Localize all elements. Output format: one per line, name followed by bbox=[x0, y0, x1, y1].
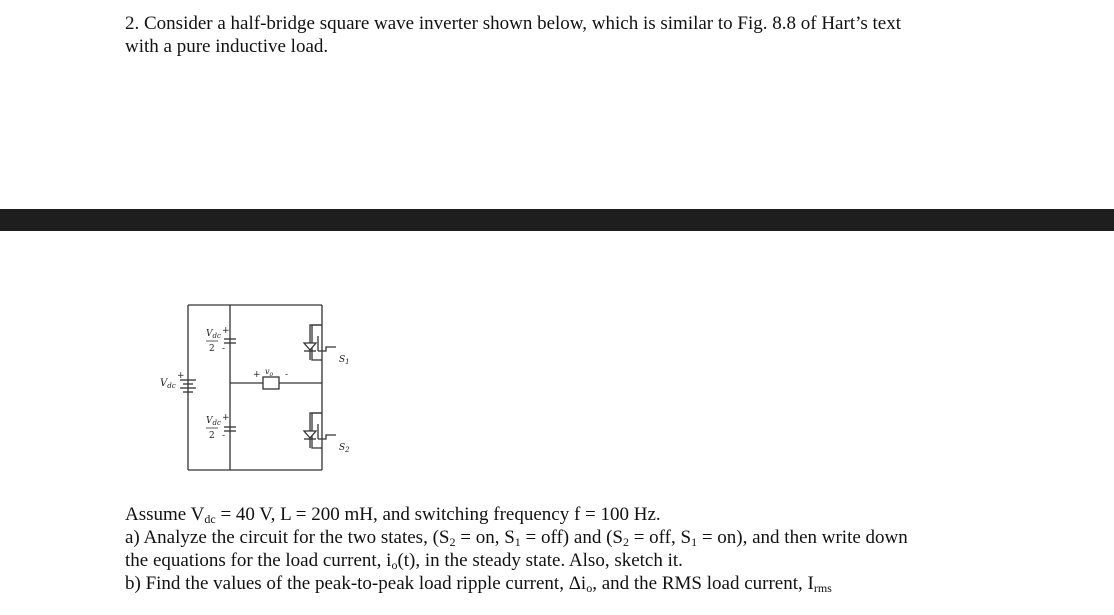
half-bridge-circuit-diagram bbox=[150, 300, 380, 480]
upper-half-vdc-den: 2 bbox=[209, 344, 215, 354]
lower-cap-plus: + bbox=[222, 413, 230, 423]
inductor-load-box bbox=[263, 377, 279, 389]
lower-half-vdc-den: 2 bbox=[209, 431, 215, 441]
vo-label: $v_o$ bbox=[265, 367, 274, 378]
problem-body bbox=[125, 503, 908, 595]
s2-gate-lead bbox=[318, 435, 336, 439]
problem-intro bbox=[125, 12, 901, 58]
s1-gate-lead bbox=[318, 347, 336, 351]
part-a-line-1: a) Analyze the circuit for the two states, ($S_2$ = on, $S_1 = off$) and ($S_2$ = off, $S_1 = on$), and then write down bbox=[125, 527, 908, 549]
lower-cap-minus: - bbox=[222, 431, 226, 441]
intro-line-2: with a pure inductive load. bbox=[125, 36, 329, 57]
dark-divider-band bbox=[0, 209, 1114, 231]
intro-line-1: 2. Consider a half-bridge square wave inverter shown below, which is similar to Fig. 8.8 of Hart’s text bbox=[125, 13, 902, 34]
assume-line: Assume $V_{dc} = 40$ V, L = 200 mH, and switching frequency f = 100 Hz. bbox=[125, 504, 661, 526]
vdc-label: $V_{dc}$ bbox=[160, 378, 176, 390]
vo-plus: + bbox=[253, 370, 261, 380]
part-a-line-2: the equations for the load current, $i_o(t)$, in the steady state. Also, sketch it. bbox=[125, 550, 683, 572]
s1-diode-triangle bbox=[304, 343, 316, 350]
part-b-line: b) Find the values of the peak-to-peak load ripple current, $\Delta i_o$, and the RMS load current, $I_{rms}$ bbox=[125, 573, 832, 595]
upper-cap-minus: - bbox=[222, 344, 226, 354]
s2-label: $S_2$ bbox=[339, 443, 350, 454]
s1-label: $S_1$ bbox=[339, 355, 350, 366]
upper-half-vdc-num: $V_{dc}$ bbox=[206, 329, 221, 340]
vdc-plus: + bbox=[177, 371, 185, 381]
upper-cap-plus: + bbox=[222, 326, 230, 336]
vo-minus: - bbox=[285, 370, 289, 380]
s1-drain-wire bbox=[312, 325, 322, 337]
circuit-svg bbox=[150, 300, 380, 480]
s2-diode-triangle bbox=[304, 431, 316, 438]
lower-half-vdc-num: $V_{dc}$ bbox=[206, 416, 221, 427]
s2-drain-wire bbox=[312, 413, 322, 425]
